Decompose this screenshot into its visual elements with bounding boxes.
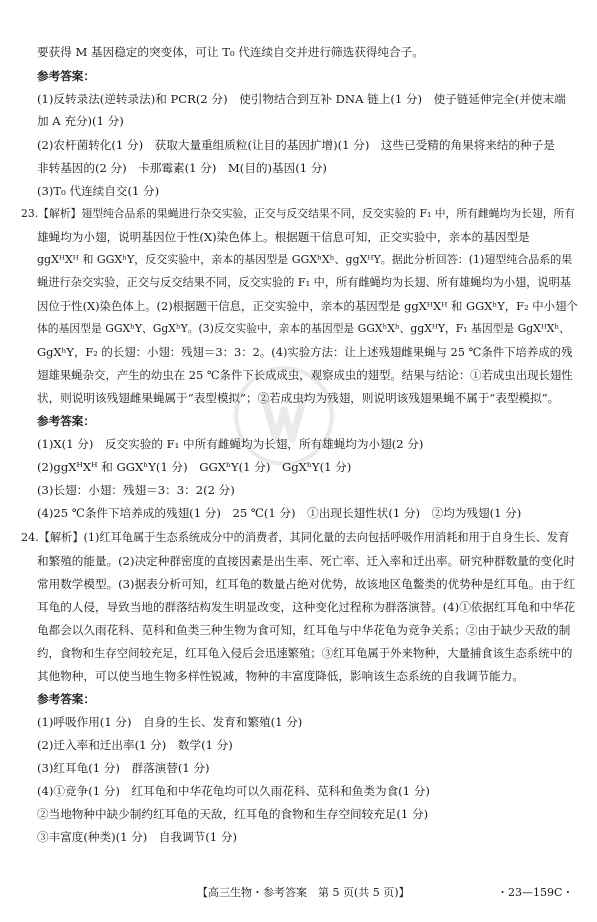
answer-line: (1)反转录法(逆转录法)和 PCR(2 分) 使引物结合到互补 DNA 链上(1 分) 使子链延伸完全(并使末端 — [37, 92, 566, 106]
q23-analysis-line: ggXᴴXᴴ 和 GGXʰY，反交实验中，亲本的基因型是 GGXʰXʰ、ggXᴴY。据此分析回答：(1)翅型纯合品系的果 — [37, 253, 573, 266]
q23-answer-line: (4)25 ℃条件下培养成的残翅(1 分) 25 ℃(1 分) ①出现长翅性状(1 分) ②均为残翅(1 分) — [37, 506, 522, 520]
q23-analysis-line: 雄蝇均为小翅，说明基因位于性(X)染色体上。根据题干信息可知，正交实验中，亲本的基因型是 — [37, 230, 530, 244]
answer-line: 加 A 充分)(1 分) — [37, 114, 124, 128]
answer-line: (2)农杆菌转化(1 分) 获取大量重组质粒(让目的基因扩增)(1 分) 这些已受精的角果将来结的种子是 — [37, 138, 555, 152]
q23-analysis-line: GgXʰY，F₂ 的长翅：小翅：残翅＝3：3：2。(4)实验方法：让上述残翅雌果蝇与 25 ℃条件下培养成的残 — [37, 345, 573, 359]
q24-analysis-line: 龟都会以久雨花科、苋科和鱼类三种生物为食可知，红耳龟与中华花龟为竞争关系；②由于缺少天敌的制 — [37, 623, 571, 637]
q23-analysis-line: 因位于性(X)染色体上。(2)根据题干信息，正交实验中，亲本的基因型是 ggXᴴXᴴ 和 GGXʰY，F₂ 中小翅个 — [37, 299, 578, 313]
q23-analysis-line: 23.【解析】翅型纯合品系的果蝇进行杂交实验，正交与反交结果不同，反交实验的 F₁ 中，所有雌蝇均为长翅，所有 — [21, 207, 576, 220]
q24-answer-line: ③丰富度(种类)(1 分) 自我调节(1 分) — [37, 830, 237, 844]
q23-answer-line: (1)X(1 分) 反交实验的 F₁ 中所有雌蝇均为长翅，所有雄蝇均为小翅(2 分) — [37, 437, 424, 451]
q24-analysis-line: 和繁殖的能量。(2)决定种群密度的直接因素是出生率、死亡率、迁入率和迁出率。研究种群数量的变化时 — [37, 554, 576, 568]
footer-code: ・23—159C・ — [497, 886, 574, 899]
q23-analysis-line: 体的基因型是 GGXʰY、GgXʰY。(3)反交实验中，亲本的基因型是 GGXʰXʰ、ggXᴴY，F₁ 基因型是 GgXᴴXʰ、 — [37, 322, 570, 335]
q24-answer-line: (1)呼吸作用(1 分) 自身的生长、发育和繁殖(1 分) — [37, 715, 303, 729]
q24-answer-line: (2)迁入率和迁出率(1 分) 数学(1 分) — [37, 738, 233, 752]
q23-analysis-line: 蝇进行杂交实验，正交与反交结果不同，反交实验的 F₁ 中，所有雌蝇均为长翅、所有雄蝇均为小翅，说明基 — [37, 276, 571, 289]
q23-analysis-line: 翅雄果蝇杂交，产生的幼虫在 25 ℃条件下长成成虫，观察成虫的翅型。结果与结论：①若成虫出现长翅性 — [37, 368, 573, 382]
answer-heading: 参考答案： — [37, 69, 95, 83]
q24-analysis-line: 24.【解析】(1)红耳龟属于生态系统成分中的消费者，其同化量的去向包括呼吸作用消耗和用于自身生长、发育 — [21, 531, 570, 544]
answer-line: 非转基因的(2 分) 卡那霉素(1 分) M(目的)基因(1 分) — [37, 161, 327, 175]
q24-answer-line: (4)①竞争(1 分) 红耳龟和中华花龟均可以久雨花科、苋科和鱼类为食(1 分) — [37, 784, 430, 798]
intro-line: 要获得 M 基因稳定的突变体，可让 T₀ 代连续自交并进行筛选获得纯合子。 — [37, 45, 424, 59]
q24-answer-line: (3)红耳龟(1 分) 群落演替(1 分) — [37, 761, 210, 775]
answer-heading: 参考答案： — [37, 692, 95, 706]
answer-heading: 参考答案： — [37, 414, 95, 428]
q24-analysis-line: 其他物种，可以使当地生物多样性锐减，物种的丰富度降低，影响该生态系统的自我调节能力。 — [37, 669, 524, 683]
q24-analysis-line: 常用数学模型。(3)据表分析可知，红耳龟的数量占绝对优势，故该地区龟鳖类的优势种是红耳龟。由于红 — [37, 577, 576, 591]
q23-analysis-line: 状，则说明该残翅雌果蝇属于“表型模拟”；②若成虫均为残翅，则说明该残翅果蝇不属于“表型模拟”。 — [37, 391, 560, 405]
q24-answer-line: ②当地物种中缺少制约红耳龟的天敌，红耳龟的食物和生存空间较充足(1 分) — [37, 807, 429, 821]
q23-answer-line: (2)ggXᴴXᴴ 和 GGXʰY(1 分) GGXʰY(1 分) GgXʰY(1 分) — [37, 460, 352, 474]
q23-answer-line: (3)长翅：小翅：残翅＝3：3：2(2 分) — [37, 483, 235, 497]
q24-analysis-line: 耳龟的人侵，导致当地的群落结构发生明显改变，这种变化过程称为群落演替。(4)①依据红耳龟和中华花 — [37, 600, 576, 614]
answer-line: (3)T₀ 代连续自交(1 分) — [37, 184, 160, 198]
footer-page-info: 【高三生物・参考答案 第 5 页(共 5 页)】 — [197, 886, 410, 899]
q24-analysis-line: 约，食物和生存空间较充足，红耳龟入侵后会迅速繁殖；③红耳龟属于外来物种，大量捕食该生态系统中的 — [37, 646, 573, 660]
